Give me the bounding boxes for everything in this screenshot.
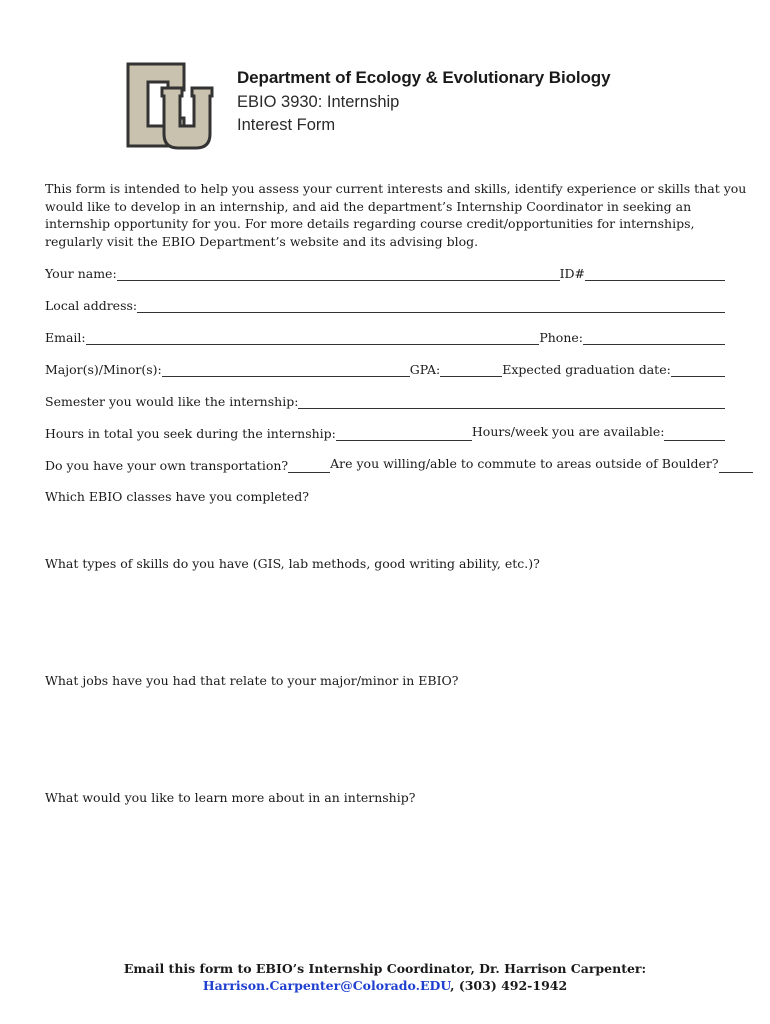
question-skills: What types of skills do you have (GIS, lab methods, good writing ability, etc.)? (45, 556, 540, 571)
semester-field[interactable] (298, 394, 725, 409)
graduation-label: Expected graduation date: (502, 362, 671, 377)
id-label: ID# (559, 266, 585, 281)
semester-row (45, 391, 725, 409)
hours-row (45, 423, 725, 441)
id-field[interactable] (585, 266, 725, 281)
graduation-field[interactable] (671, 362, 725, 377)
email-row (45, 327, 725, 345)
phone-label: Phone: (539, 330, 583, 345)
major-row (45, 359, 725, 377)
major-label: Major(s)/Minor(s): (45, 362, 162, 377)
gpa-field[interactable] (440, 362, 502, 377)
transport-field[interactable] (288, 458, 330, 473)
hours-week-field[interactable] (664, 426, 725, 441)
major-field[interactable] (162, 362, 410, 377)
address-row (45, 295, 725, 313)
intro-line: regularly visit the EBIO Department’s website and its advising blog. (45, 233, 479, 249)
transport-label: Do you have your own transportation? (45, 458, 289, 473)
hours-total-label: Hours in total you seek during the internship: (45, 426, 336, 441)
address-field[interactable] (137, 298, 725, 313)
name-row (45, 263, 725, 281)
transport-row (45, 455, 725, 473)
phone-field[interactable] (583, 330, 725, 345)
department-title: Department of Ecology & Evolutionary Biology (237, 68, 611, 87)
address-label: Local address: (45, 298, 138, 313)
footer-instruction: Email this form to EBIO’s Internship Coordinator, Dr. Harrison Carpenter: (123, 961, 647, 976)
name-field[interactable] (117, 266, 560, 281)
coordinator-phone: (303) 492-1942 (458, 978, 568, 993)
cu-logo (124, 60, 216, 152)
form-title: Interest Form (237, 116, 336, 134)
coordinator-email-link[interactable]: Harrison.Carpenter@Colorado.EDU (202, 978, 451, 993)
intro-line: would like to develop in an internship, and aid the department’s Internship Coordinator in seeking an (45, 198, 692, 214)
intro-line: This form is intended to help you assess your current interests and skills, identify experience or skills that you (45, 181, 747, 196)
footer-contact (0, 977, 770, 994)
question-classes: Which EBIO classes have you completed? (45, 489, 309, 504)
intro-paragraph (45, 180, 747, 250)
hours-week-label: Hours/week you are available: (471, 424, 665, 439)
course-title: EBIO 3930: Internship (237, 93, 400, 111)
semester-label: Semester you would like the internship: (45, 394, 299, 409)
hours-total-field[interactable] (336, 426, 472, 441)
email-field[interactable] (86, 330, 540, 345)
gpa-label: GPA: (409, 362, 441, 377)
footer-separator: , (450, 978, 459, 993)
name-label: Your name: (45, 266, 117, 281)
commute-label: Are you willing/able to commute to areas outside of Boulder? (330, 456, 719, 471)
email-label: Email: (45, 330, 86, 345)
question-jobs: What jobs have you had that relate to your major/minor in EBIO? (45, 673, 459, 688)
commute-field[interactable] (719, 458, 753, 473)
question-learn: What would you like to learn more about in an internship? (45, 790, 416, 805)
intro-line: internship opportunity for you. For more details regarding course credit/opportunities for internships, (45, 216, 695, 231)
